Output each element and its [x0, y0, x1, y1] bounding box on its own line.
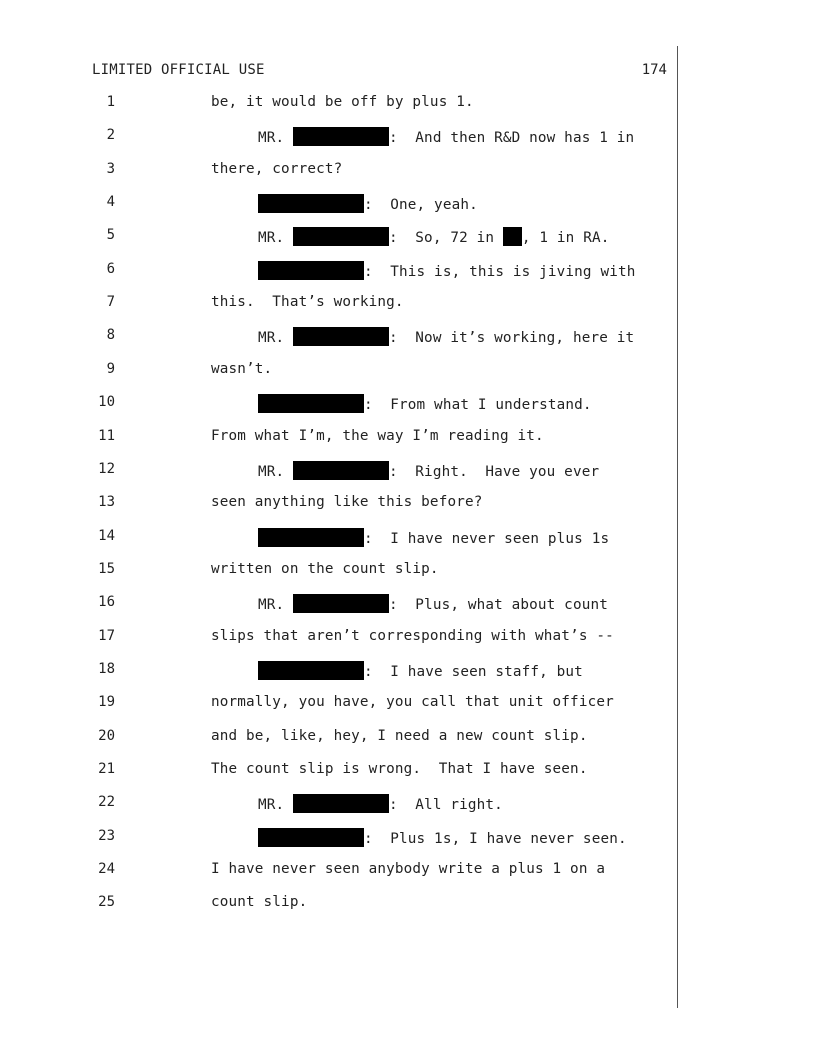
- text-segment: : Now it’s working, here it: [389, 330, 635, 347]
- text-segment: The count slip is wrong. That I have seen.: [211, 761, 588, 777]
- line-text: [211, 494, 482, 510]
- redaction-block: [258, 661, 364, 680]
- line-number: 20: [98, 727, 115, 744]
- redaction-block: [293, 594, 389, 613]
- line-text: [211, 294, 404, 310]
- redaction-block: [258, 528, 364, 547]
- line-text: [211, 561, 439, 577]
- text-segment: and be, like, hey, I need a new count slip.: [211, 727, 588, 744]
- line-text: [258, 127, 634, 146]
- text-segment: there, correct?: [211, 160, 343, 177]
- text-segment: MR.: [258, 797, 294, 814]
- transcript-line: [0, 161, 816, 181]
- text-segment: be, it would be off by plus 1.: [211, 94, 474, 110]
- line-text: [211, 894, 307, 910]
- classification-header: LIMITED OFFICIAL USE: [92, 62, 265, 78]
- redaction-block: [258, 828, 364, 847]
- text-segment: : One, yeah.: [364, 197, 478, 214]
- text-segment: MR.: [258, 230, 294, 247]
- transcript-line: [0, 794, 816, 814]
- line-number: 7: [106, 294, 115, 311]
- redaction-block: [293, 227, 389, 246]
- line-number: 23: [98, 827, 115, 844]
- line-text: [211, 161, 342, 177]
- transcript-line: [0, 94, 816, 114]
- text-segment: : This is, this is jiving with: [364, 263, 636, 280]
- text-segment: : Right. Have you ever: [389, 463, 600, 480]
- text-segment: normally, you have, you call that unit officer: [211, 694, 614, 711]
- line-text: [258, 594, 608, 613]
- transcript-line: [0, 327, 816, 347]
- transcript-line: [0, 227, 816, 247]
- line-number: 5: [106, 227, 115, 244]
- text-segment: count slip.: [211, 894, 308, 911]
- line-number: 4: [106, 194, 115, 211]
- line-number: 11: [98, 427, 115, 444]
- transcript-line: [0, 127, 816, 147]
- text-segment: : From what I understand.: [364, 397, 592, 414]
- text-segment: , 1 in RA.: [521, 230, 610, 247]
- text-segment: : And then R&D now has 1 in: [389, 130, 635, 147]
- text-segment: : So, 72 in: [389, 230, 503, 247]
- line-text: [258, 261, 635, 280]
- redaction-block: [293, 461, 389, 480]
- redaction-block: [293, 127, 389, 146]
- redaction-block: [258, 394, 364, 413]
- line-number: 15: [98, 560, 115, 577]
- text-segment: : I have seen staff, but: [364, 663, 583, 680]
- text-segment: MR.: [258, 130, 294, 147]
- line-number: 6: [106, 260, 115, 277]
- line-text: [211, 761, 588, 777]
- line-number: 21: [98, 761, 115, 777]
- text-segment: MR.: [258, 597, 294, 614]
- transcript-line: [0, 661, 816, 681]
- text-segment: this. That’s working.: [211, 294, 404, 311]
- line-number: 10: [98, 394, 115, 411]
- line-number: 18: [98, 660, 115, 677]
- text-segment: : All right.: [389, 797, 503, 814]
- line-text: [258, 461, 599, 480]
- text-segment: MR.: [258, 463, 294, 480]
- line-text: [211, 694, 614, 710]
- transcript-line: [0, 194, 816, 214]
- transcript-line: [0, 561, 816, 581]
- text-segment: : Plus 1s, I have never seen.: [364, 830, 627, 847]
- line-text: [211, 94, 474, 110]
- redaction-block: [293, 794, 389, 813]
- line-number: 17: [98, 627, 115, 644]
- line-text: [211, 728, 588, 744]
- redaction-block: [503, 227, 522, 246]
- transcript-line: [0, 394, 816, 414]
- text-segment: From what I’m, the way I’m reading it.: [211, 427, 544, 444]
- text-segment: slips that aren’t corresponding with what’s --: [211, 627, 614, 644]
- text-segment: seen anything like this before?: [211, 494, 483, 511]
- transcript-line: [0, 361, 816, 381]
- line-text: [258, 194, 478, 213]
- line-number: 14: [98, 527, 115, 544]
- line-number: 8: [106, 327, 115, 344]
- transcript-line: [0, 628, 816, 648]
- line-text: [211, 361, 272, 377]
- line-text: [258, 227, 609, 246]
- line-text: [211, 628, 614, 644]
- line-number: 25: [98, 894, 115, 911]
- transcript-line: [0, 894, 816, 914]
- transcript-line: [0, 861, 816, 881]
- transcript-line: [0, 461, 816, 481]
- line-number: 13: [98, 494, 115, 511]
- line-text: [258, 794, 503, 813]
- transcript-line: [0, 694, 816, 714]
- transcript-line: [0, 761, 816, 781]
- line-number: 24: [98, 861, 115, 878]
- line-text: [258, 327, 634, 346]
- text-segment: MR.: [258, 330, 294, 347]
- redaction-block: [258, 194, 364, 213]
- transcript-line: [0, 428, 816, 448]
- transcript-line: [0, 528, 816, 548]
- line-text: [258, 528, 609, 547]
- line-text: [258, 828, 627, 847]
- text-segment: I have never seen anybody write a plus 1 on a: [211, 861, 606, 878]
- transcript-line: [0, 261, 816, 281]
- line-number: 9: [106, 360, 115, 377]
- line-number: 22: [98, 794, 115, 811]
- transcript-line: [0, 828, 816, 848]
- redaction-block: [293, 327, 389, 346]
- transcript-line: [0, 494, 816, 514]
- line-number: 3: [106, 160, 115, 177]
- line-number: 12: [98, 460, 115, 477]
- transcript-line: [0, 294, 816, 314]
- text-segment: written on the count slip.: [211, 560, 439, 577]
- line-number: 16: [98, 594, 115, 611]
- line-number: 2: [106, 127, 115, 144]
- text-segment: : Plus, what about count: [389, 597, 608, 614]
- transcript-line: [0, 728, 816, 748]
- line-number: 19: [98, 694, 115, 711]
- line-text: [211, 428, 544, 444]
- line-text: [211, 861, 605, 877]
- line-text: [258, 661, 583, 680]
- line-number: 1: [106, 94, 115, 110]
- transcript-line: [0, 594, 816, 614]
- redaction-block: [258, 261, 364, 280]
- page-number: 174: [641, 62, 667, 78]
- text-segment: : I have never seen plus 1s: [364, 530, 610, 547]
- line-text: [258, 394, 592, 413]
- text-segment: wasn’t.: [211, 360, 273, 377]
